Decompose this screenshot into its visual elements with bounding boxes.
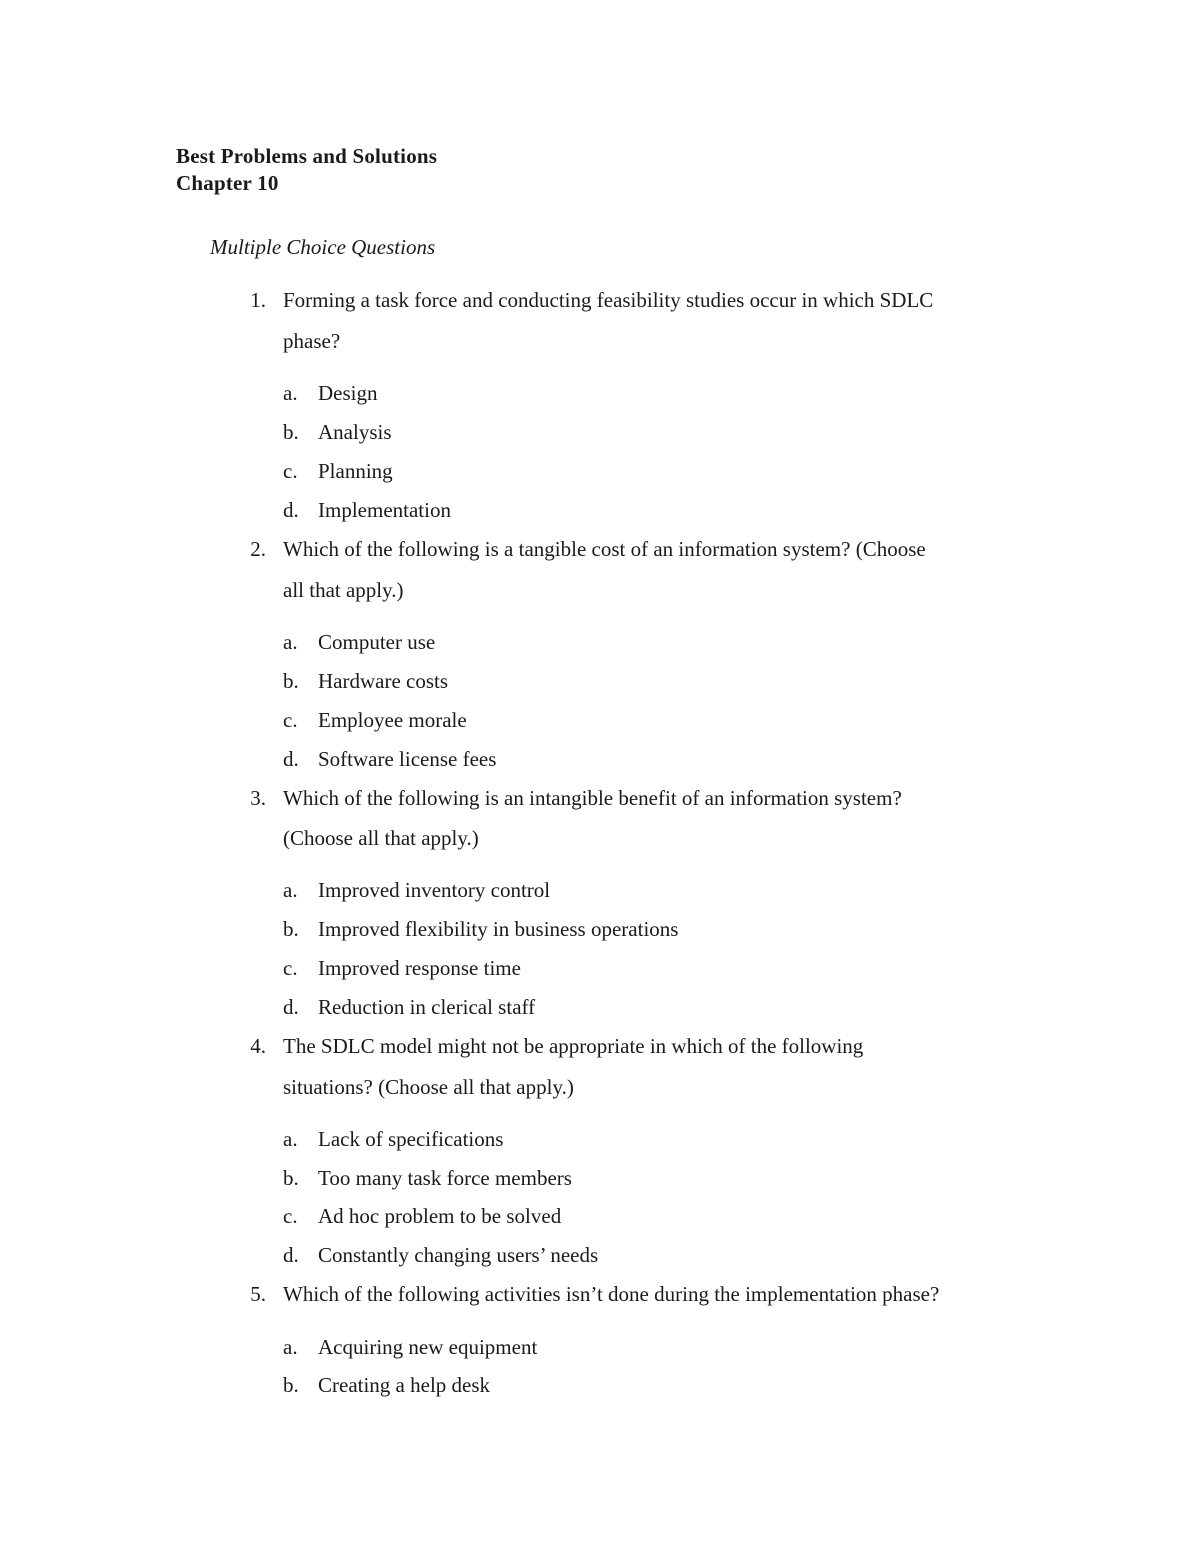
- option-text: Ad hoc problem to be solved: [318, 1204, 562, 1228]
- option-letter: b.: [283, 1166, 299, 1190]
- section-heading: Multiple Choice Questions: [210, 235, 436, 259]
- option-letter: a.: [283, 1335, 298, 1359]
- option-text: Analysis: [318, 420, 392, 444]
- option-text: Improved response time: [318, 956, 521, 980]
- document-title: Best Problems and Solutions: [176, 144, 438, 168]
- question-text-line: situations? (Choose all that apply.): [283, 1075, 574, 1099]
- question-number: 1.: [250, 288, 266, 312]
- option-letter: b.: [283, 420, 299, 444]
- option-letter: b.: [283, 917, 299, 941]
- option-text: Hardware costs: [318, 669, 449, 693]
- question-text-line: Which of the following is a tangible cost of an information system? (Choose: [283, 537, 926, 561]
- option-text: Lack of specifications: [318, 1127, 504, 1151]
- option-text: Reduction in clerical staff: [318, 995, 536, 1019]
- chapter-heading: Chapter 10: [176, 171, 279, 195]
- option-letter: c.: [283, 956, 298, 980]
- option-text: Implementation: [318, 498, 451, 522]
- question-text-line: Forming a task force and conducting feasibility studies occur in which SDLC: [283, 288, 934, 312]
- question-text-line: Which of the following activities isn’t done during the implementation phase?: [283, 1282, 940, 1306]
- question-text-line: phase?: [283, 329, 341, 353]
- question-text-line: The SDLC model might not be appropriate in which of the following: [283, 1034, 864, 1058]
- option-letter: a.: [283, 878, 298, 902]
- option-letter: b.: [283, 669, 299, 693]
- option-letter: c.: [283, 708, 298, 732]
- option-letter: a.: [283, 1127, 298, 1151]
- question-text-line: Which of the following is an intangible benefit of an information system?: [283, 786, 902, 810]
- question-text-line: all that apply.): [283, 578, 404, 602]
- option-text: Employee morale: [318, 708, 467, 732]
- option-letter: a.: [283, 630, 298, 654]
- option-letter: c.: [283, 459, 298, 483]
- option-text: Constantly changing users’ needs: [318, 1243, 599, 1267]
- option-letter: b.: [283, 1373, 299, 1397]
- question-text-line: (Choose all that apply.): [283, 826, 479, 850]
- option-letter: d.: [283, 1243, 299, 1267]
- question-number: 5.: [250, 1282, 266, 1306]
- option-letter: c.: [283, 1204, 298, 1228]
- question-number: 3.: [250, 786, 266, 810]
- option-text: Too many task force members: [318, 1166, 572, 1190]
- option-letter: d.: [283, 498, 299, 522]
- option-text: Creating a help desk: [318, 1373, 491, 1397]
- option-text: Improved flexibility in business operations: [318, 917, 679, 941]
- question-number: 4.: [250, 1034, 266, 1058]
- option-letter: d.: [283, 747, 299, 771]
- option-text: Design: [318, 381, 378, 405]
- option-text: Planning: [318, 459, 393, 483]
- question-number: 2.: [250, 537, 266, 561]
- option-letter: a.: [283, 381, 298, 405]
- option-text: Computer use: [318, 630, 436, 654]
- option-text: Acquiring new equipment: [318, 1335, 538, 1359]
- option-letter: d.: [283, 995, 299, 1019]
- option-text: Software license fees: [318, 747, 497, 771]
- option-text: Improved inventory control: [318, 878, 551, 902]
